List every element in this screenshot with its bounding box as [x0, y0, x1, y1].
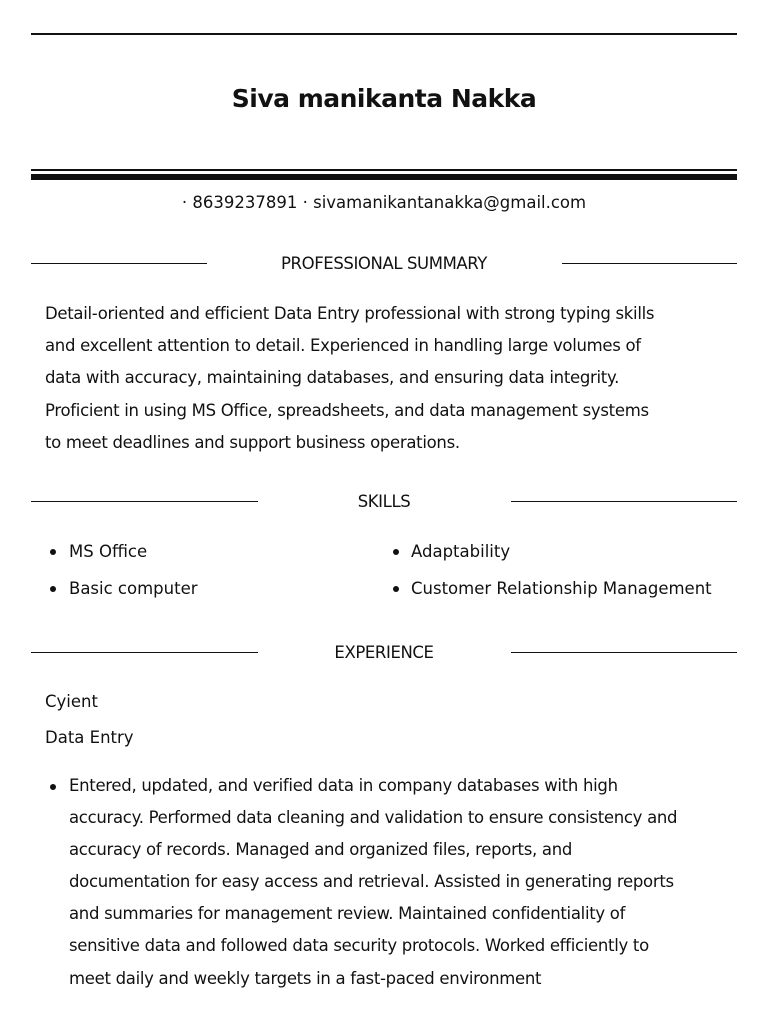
- job-role: Data Entry: [45, 728, 134, 747]
- heading-rule-right: [511, 652, 737, 653]
- contact-info: · 8639237891 · sivamanikantanakka@gmail.com: [181, 193, 587, 212]
- summary-line: and excellent attention to detail. Experienced in handling large volumes of: [45, 336, 641, 356]
- summary-paragraph: [45, 298, 735, 459]
- experience-line: sensitive data and followed data security protocols. Worked efficiently to: [69, 936, 649, 956]
- bullet-icon: [50, 784, 56, 790]
- experience-line: Entered, updated, and verified data in company databases with high: [69, 776, 618, 795]
- bullet-icon: [50, 549, 56, 555]
- experience-line: accuracy. Performed data cleaning and validation to ensure consistency and: [69, 808, 678, 828]
- summary-line: to meet deadlines and support business operations.: [45, 432, 460, 452]
- bullet-icon: [393, 586, 399, 592]
- company-name: Cyient: [45, 692, 98, 711]
- summary-line: data with accuracy, maintaining databases, and ensuring data integrity.: [45, 368, 620, 388]
- section-heading-skills: [31, 490, 737, 514]
- skill-item: MS Office: [69, 542, 148, 561]
- skill-item: Customer Relationship Management: [411, 579, 712, 598]
- heading-rule-right: [562, 263, 737, 264]
- section-heading-experience: [31, 641, 737, 665]
- summary-line: Detail-oriented and efficient Data Entry professional with strong typing skills: [45, 304, 655, 323]
- experience-description: [69, 770, 735, 995]
- section-title-experience: EXPERIENCE: [334, 643, 434, 662]
- experience-line: documentation for easy access and retrieval. Assisted in generating reports: [69, 872, 674, 892]
- heading-rule-right: [511, 501, 737, 502]
- section-title-skills: SKILLS: [357, 492, 411, 511]
- section-heading-summary: [31, 252, 737, 276]
- skill-item: Basic computer: [69, 579, 198, 598]
- header-thin-rule: [31, 169, 737, 171]
- summary-line: Proficient in using MS Office, spreadsheets, and data management systems: [45, 400, 649, 420]
- experience-line: and summaries for management review. Maintained confidentiality of: [69, 904, 626, 924]
- candidate-name: Siva manikanta Nakka: [231, 84, 537, 113]
- header-top-rule: [31, 33, 737, 35]
- experience-line: accuracy of records. Managed and organized files, reports, and: [69, 840, 573, 860]
- bullet-icon: [50, 586, 56, 592]
- section-title-summary: PROFESSIONAL SUMMARY: [281, 254, 487, 273]
- bullet-icon: [393, 549, 399, 555]
- header-thick-rule: [31, 174, 737, 180]
- skill-item: Adaptability: [411, 542, 511, 561]
- experience-line: meet daily and weekly targets in a fast-paced environment: [69, 968, 542, 988]
